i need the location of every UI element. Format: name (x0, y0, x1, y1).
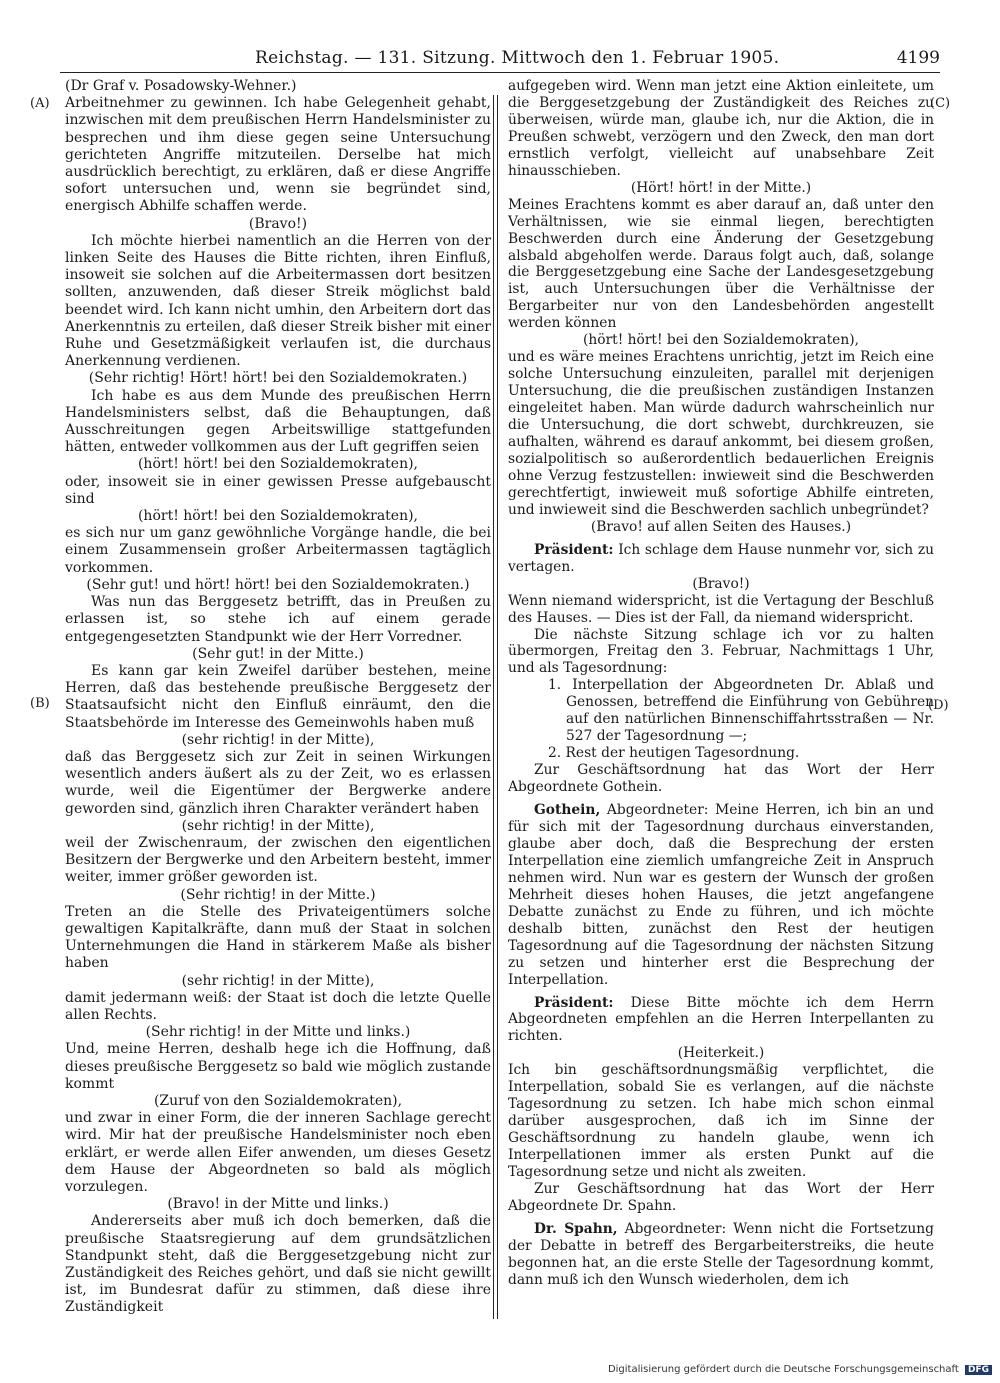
paragraph: Zur Geschäftsordnung hat das Wort der Herr Abgeordnete Dr. Spahn. (508, 1181, 934, 1214)
paragraph: Andererseits aber muß ich doch bemerken, daß die preußische Staatsregierung auf dem grundsätzlichen Standpunkt steht, daß die Berggesetzgebung nicht zur Zuständigkeit des Reiches gehört, und daß sie nicht gewillt ist, im Bundesrat dafür zu stimmen, daß diese ihre Zuständigkeit (65, 1213, 491, 1316)
speech-text: Ich schlage dem Hause nunmehr vor, sich zu vertagen. (508, 541, 934, 575)
margin-mark-d: (D) (928, 698, 949, 713)
paragraph: Zur Geschäftsordnung hat das Wort der Herr Abgeordnete Gothein. (508, 762, 934, 796)
paragraph: Und, meine Herren, deshalb hege ich die Hoffnung, daß dieses preußische Berggesetz so bald wie möglich zustande kommt (65, 1041, 491, 1092)
speaker-name: Gothein, (534, 802, 601, 819)
interjection: (Bravo!) (248, 215, 308, 232)
paragraph: Wenn niemand widerspricht, ist die Vertagung der Beschluß des Hauses. — Dies ist der Fall, da niemand widerspricht. (508, 592, 934, 626)
digitization-footer (608, 1364, 992, 1375)
paragraph: daß das Berggesetz sich zur Zeit in seinen Wirkungen wesentlich anders äußert als zu der Zeit, wo es erlassen wurde, weil die Eigentümer der Bergwerke andere geworden sind, gänzlich ihren Charakter verändert haben (65, 748, 491, 817)
margin-mark-a: (A) (30, 96, 50, 111)
paragraph: aufgegeben wird. Wenn man jetzt eine Aktion einleitete, um die Berggesetzgebung der Zuständigkeit des Reiches zu überweisen, würde man, glaube ich, nur die Aktion, die in Preußen schwebt, verzögern und den Zweck, den man dort ernstlich verfolgt, vielleicht auf unabsehbare Zeit hinausschieben. (508, 78, 934, 179)
interjection: (hört! hört! bei den Sozialdemokraten), (583, 332, 859, 349)
speaker-paragraph (508, 995, 934, 1046)
interjection: (sehr richtig! in der Mitte), (181, 817, 375, 834)
paragraph: Arbeitnehmer zu gewinnen. Ich habe Gelegenheit gehabt, inzwischen mit dem preußischen Herrn Handelsminister zu besprechen und ihm diese gegen seine Untersuchung gerichteten Angriffe mitzuteilen. Derselbe hat mich ausdrücklich berechtigt, zu erklären, daß er diese Angriffe sofort untersuchen und, wenn sie begründet sind, energisch Abhilfe schaffen werde. (65, 95, 491, 215)
agenda-item: 2. Rest der heutigen Tagesordnung. (548, 745, 800, 762)
interjection: (hört! hört! bei den Sozialdemokraten), (137, 508, 419, 525)
column-divider (493, 95, 494, 1319)
speaker-paragraph (508, 802, 934, 988)
speaker-paragraph (508, 542, 934, 576)
interjection: (sehr richtig! in der Mitte), (181, 972, 375, 989)
speech-text: Abgeordneter: Meine Herren, ich bin an und für sich mit der Tagesordnung durchaus einverstanden, glaube aber doch, daß die Besprechung der ersten Interpellation eine ziemlich umfangreiche Zeit in Anspruch nehmen wird. Nun war es gestern der Wunsch der großen Mehrheit dieses hohen Hauses, die jetzt angefangene Debatte zunächst zu Ende zu führen, und ich möchte deshalb bitten, zunächst den Rest der heutigen Tagesordnung auf die Tagesordnung der nächsten Sitzung zu setzen und hinterher erst die Besprechung der Interpellation. (508, 802, 934, 988)
paragraph: weil der Zwischenraum, der zwischen den eigentlichen Besitzern der Bergwerke und den Arbeitern besteht, immer weiter, immer größer geworden ist. (65, 834, 491, 886)
running-title: Reichstag. — 131. Sitzung. Mittwoch den 1. Februar 1905. (255, 48, 780, 68)
paragraph: Meines Erachtens kommt es aber darauf an, daß unter den Verhältnissen, wie sie einmal liegen, berechtigten Beschwerden durch eine Änderung der Gesetzgebung alsbald abgeholfen werde. Daraus folgt auch, daß, solange die Berggesetzgebung eine Sache der Landesgesetzgebung ist, auch Untersuchungen über die Verhältnisse der Bergarbeiter nur von den Landesbehörden angestellt werden können (508, 196, 934, 332)
interjection: (sehr richtig! in der Mitte), (181, 731, 375, 748)
header-rule (60, 72, 940, 73)
page-header (60, 48, 940, 72)
paragraph: Ich habe es aus dem Munde des preußischen Herrn Handelsministers selbst, daß die Behauptungen, daß Ausschreitungen gegen Arbeitswillige stattgefunden hätten, entweder vollkommen aus der Luft gegriffen seien (65, 387, 491, 456)
paragraph: Ich bin geschäftsordnungsmäßig verpflichtet, die Interpellation, sobald Sie es verlangen, auf die nächste Tagesordnung zu setzen. Ich habe mich schon einmal darüber ausgesprochen, daß ich im Sinne der Geschäftsordnung zu handeln glaube, wenn ich Interpellationen immer als ersten Punkt auf die Tagesordnung setze und nicht als zweiten. (508, 1062, 934, 1181)
speaker-name: Präsident: (534, 541, 614, 558)
speaker-paragraph (508, 1221, 934, 1289)
paragraph: und zwar in einer Form, die der inneren Sachlage gerecht wird. Mir hat der preußische Handelsminister noch eben erklärt, er werde allen Eifer anwenden, um dieses Gesetz dem Hause der Abgeordneten so bald als möglich vorzulegen. (65, 1110, 491, 1195)
interjection: (Sehr gut! und hört! hört! bei den Sozialdemokraten.) (86, 576, 470, 593)
paragraph: damit jedermann weiß: der Staat ist doch die letzte Quelle allen Rechts. (65, 989, 491, 1023)
margin-mark-c: (C) (930, 96, 951, 111)
paragraph: Es kann gar kein Zweifel darüber bestehen, meine Herren, daß das bestehende preußische Berggesetz der Staatsaufsicht nicht den Einfluß einräumt, den die Staatsbehörde im Interesse des Gemeinwohls haben muß (65, 662, 491, 731)
column-divider-inner (497, 95, 498, 1319)
interjection: (Heiterkeit.) (677, 1045, 765, 1062)
interjection: (Hört! hört! in der Mitte.) (630, 179, 812, 196)
speech-text: Abgeordneter: Wenn nicht die Fortsetzung der Debatte in betreff des Bergarbeiterstreiks, die heute begonnen hat, an die erste Stelle der Tagesordnung kommt, dann muß ich den Wunsch wiederholen, dem ich (508, 1220, 934, 1288)
speaker-tag: (Dr Graf v. Posadowsky-Wehner.) (65, 78, 297, 94)
paragraph: Die nächste Sitzung schlage ich vor zu halten übermorgen, Freitag den 3. Februar, Nachmittags 1 Uhr, und als Tagesordnung: (508, 626, 934, 677)
interjection: (Sehr richtig! in der Mitte.) (180, 886, 376, 903)
paragraph: und es wäre meines Erachtens unrichtig, jetzt im Reich eine solche Untersuchung einzuleiten, parallel mit derjenigen Untersuchung, die die preußischen zuständigen Instanzen eingeleitet haben. Man würde dadurch wahrscheinlich nur die Untersuchung, die dort schwebt, durchkreuzen, sie aufhalten, während es darauf ankommt, bei diesem großen, sozialpolitisch so außerordentlich bedauerlichen Ereignis ohne Verzug festzustellen: inwieweit sind die Beschwerden gerechtfertigt, inwieweit muß sofortige Abhilfe eintreten, und inwieweit sind die Beschwerden sachlich unbegründet? (508, 349, 934, 518)
paragraph: oder, insoweit sie in einer gewissen Presse aufgebauscht sind (65, 473, 491, 507)
interjection: (Zuruf von den Sozialdemokraten), (153, 1092, 403, 1109)
speech-text: Diese Bitte möchte ich dem Herrn Abgeordneten empfehlen an die Herren Interpellanten zu richten. (508, 994, 934, 1045)
right-column (508, 78, 934, 1289)
left-column (65, 78, 491, 1317)
interjection: (Sehr richtig! Hört! hört! bei den Sozialdemokraten.) (88, 370, 468, 387)
paragraph: Was nun das Berggesetz betrifft, das in Preußen zu erlassen ist, so stehe ich auf einem gerade entgegengesetzten Standpunkt wie der Herr Vorredner. (65, 594, 491, 645)
paragraph: Treten an die Stelle des Privateigentümers solche gewaltigen Kapitalkräfte, dann muß der Staat in solchen Unternehmungen die Hand in stärkerem Maße als bisher haben (65, 903, 491, 972)
agenda-item: 1. Interpellation der Abgeordneten Dr. Ablaß und Genossen, betreffend die Einführung von Gebühren auf den natürlichen Binnenschiffahrtsstraßen — Nr. 527 der Tagesordnung —; (548, 677, 934, 745)
agenda-list (508, 677, 934, 762)
footer-text: Digitalisierung gefördert durch die Deutsche Forschungsgemeinschaft (607, 1364, 959, 1375)
interjection: (hört! hört! bei den Sozialdemokraten), (137, 456, 419, 473)
interjection: (Bravo! in der Mitte und links.) (167, 1196, 389, 1213)
page-number: 4199 (896, 48, 940, 68)
interjection: (Bravo!) (692, 575, 750, 592)
margin-mark-b: (B) (30, 696, 50, 711)
paragraph: es sich nur um ganz gewöhnliche Vorgänge handle, die bei einem Zusammensein großer Arbeitermassen tagtäglich vorkommen. (65, 525, 491, 576)
dfg-logo: DFG (965, 1365, 992, 1375)
paragraph: Ich möchte hierbei namentlich an die Herren von der linken Seite des Hauses die Bitte richten, ihren Einfluß, insoweit sie solchen auf die Arbeitermassen dort besitzen sollten, anzuwenden, daß dieser Streik möglichst bald beendet wird. Ich kann nicht umhin, den Arbeitern dort das Anerkenntnis zu erteilen, daß dieser Streik bisher mit einer Ruhe und Gesetzmäßigkeit verlaufen ist, die durchaus Anerkennung verdienen. (65, 232, 491, 370)
interjection: (Sehr gut! in der Mitte.) (192, 645, 364, 662)
speaker-name: Dr. Spahn, (534, 1220, 618, 1237)
interjection: (Bravo! auf allen Seiten des Hauses.) (590, 518, 852, 535)
interjection: (Sehr richtig! in der Mitte und links.) (145, 1024, 411, 1041)
speaker-name: Präsident: (534, 994, 614, 1011)
